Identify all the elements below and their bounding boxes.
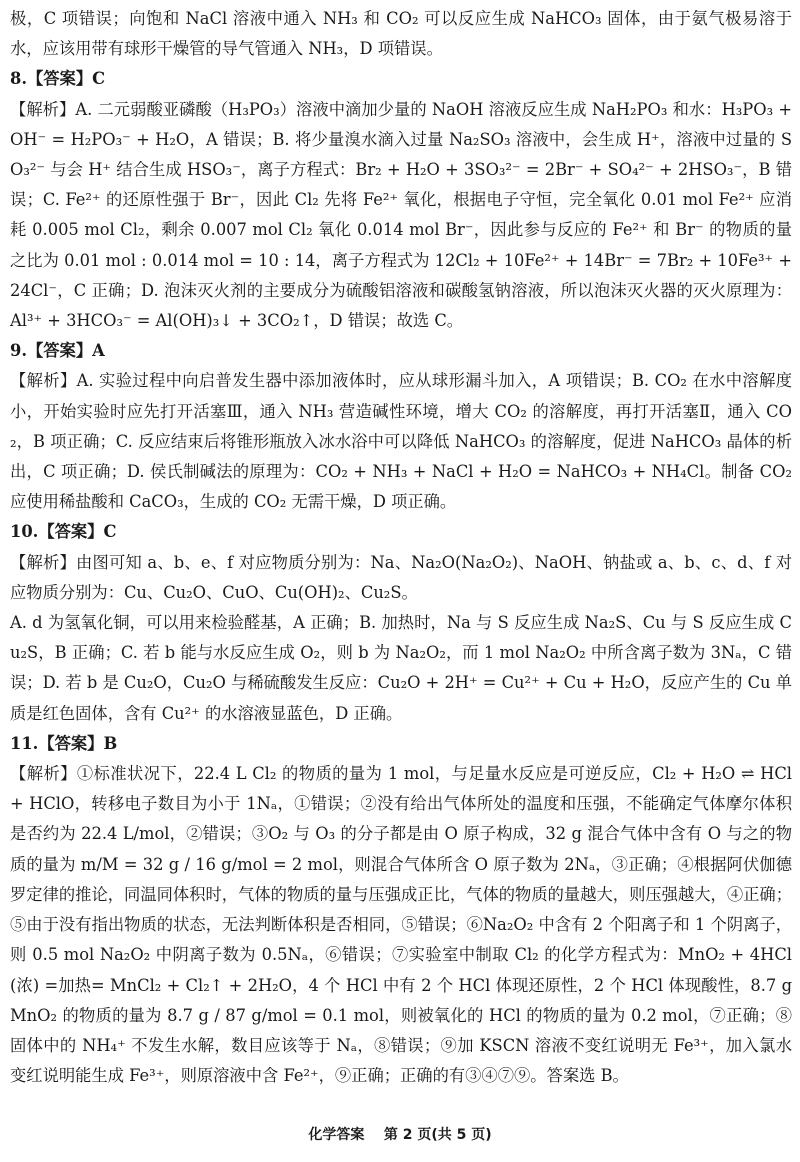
answer-11-heading: 11.【答案】B — [10, 733, 118, 753]
answer-content — [10, 4, 792, 1091]
page-footer — [0, 1124, 800, 1144]
paragraph-continuation: 极，C 项错误；向饱和 NaCl 溶液中通入 NH₃ 和 CO₂ 可以反应生成 NaHCO₃ 固体，由于氨气极易溶于水，应该用带有球形干燥管的导气管通入 NH₃，D 项错误。 — [10, 9, 792, 59]
footer-page-number: 第 2 页(共 5 页) — [383, 1127, 492, 1143]
answer-10-heading: 10.【答案】C — [10, 522, 117, 542]
analysis-11: 【解析】①标准状况下，22.4 L Cl₂ 的物质的量为 1 mol，与足量水反应是可逆反应，Cl₂ + H₂O ⇌ HCl + HClO，转移电子数目为小于 1Nₐ，①错误；②没有给出气体所处的温度和压强，不能确定气体摩尔体积是否约为 22.4 L/mol，②错误；③O₂ 与 O₃ 的分子都是由 O 原子构成，32 g 混合气体中含有 O 与之的物质的量为 m/M = 32 g / 16 g/mol = 2 mol，则混合气体所含 O 原子数为 2Nₐ，③正确；④根据阿伏伽德罗定律的推论，同温同体积时，气体的物质的量与压强成正比，气体的物质的量越大，则压强越大，④正确；⑤由于没有指出物质的状态，无法判断体积是否相同，⑤错误；⑥Na₂O₂ 中含有 2 个阳离子和 1 个阴离子，则 0.5 mol Na₂O₂ 中阴离子数为 0.5Nₐ，⑥错误；⑦实验室中制取 Cl₂ 的化学方程式为：MnO₂ + 4HCl(浓) =加热= MnCl₂ + Cl₂↑ + 2H₂O，4 个 HCl 中有 2 个 HCl 体现还原性，2 个 HCl 体现酸性，8.7 g MnO₂ 的物质的量为 8.7 g / 87 g/mol = 0.1 mol，则被氧化的 HCl 的物质的量为 0.2 mol，⑦正确；⑧固体中的 NH₄⁺ 不发生水解，数目应该等于 Nₐ，⑧错误；⑨加 KSCN 溶液不变红说明无 Fe³⁺，加入氯水变红说明能生成 Fe³⁺，则原溶液中含 Fe²⁺，⑨正确；正确的有③④⑦⑨。答案选 B。 — [10, 764, 792, 1086]
analysis-10-options: A. d 为氢氧化铜，可以用来检验醛基，A 正确；B. 加热时，Na 与 S 反应生成 Na₂S、Cu 与 S 反应生成 Cu₂S，B 正确；C. 若 b 能与水反应生成 O₂，则 b 为 Na₂O₂，而 1 mol Na₂O₂ 中所含离子数为 3Nₐ，C 错误；D. 若 b 是 Cu₂O，Cu₂O 与稀硫酸发生反应：Cu₂O + 2H⁺ = Cu²⁺ + Cu + H₂O，反应产生的 Cu 单质是红色固体，含有 Cu²⁺ 的水溶液显蓝色，D 正确。 — [10, 613, 792, 723]
answer-9-heading: 9.【答案】A — [10, 341, 105, 361]
analysis-8: 【解析】A. 二元弱酸亚磷酸（H₃PO₃）溶液中滴加少量的 NaOH 溶液反应生成 NaH₂PO₃ 和水：H₃PO₃ + OH⁻ = H₂PO₃⁻ + H₂O，A 错误；B. 将少量溴水滴入过量 Na₂SO₃ 溶液中，会生成 H⁺，溶液中过量的 SO₃²⁻ 与会 H⁺ 结合生成 HSO₃⁻，离子方程式：Br₂ + H₂O + 3SO₃²⁻ = 2Br⁻ + SO₄²⁻ + 2HSO₃⁻，B 错误；C. Fe²⁺ 的还原性强于 Br⁻，因此 Cl₂ 先将 Fe²⁺ 氧化，根据电子守恒，完全氧化 0.01 mol Fe²⁺ 应消耗 0.005 mol Cl₂，剩余 0.007 mol Cl₂ 氧化 0.014 mol Br⁻，因此参与反应的 Fe²⁺ 和 Br⁻ 的物质的量之比为 0.01 mol : 0.014 mol = 10 : 14，离子方程式为 12Cl₂ + 10Fe²⁺ + 14Br⁻ = 7Br₂ + 10Fe³⁺ + 24Cl⁻，C 正确；D. 泡沫灭火剂的主要成分为硫酸铝溶液和碳酸氢钠溶液，所以泡沫灭火器的灭火原理为：Al³⁺ + 3HCO₃⁻ = Al(OH)₃↓ + 3CO₂↑，D 错误；故选 C。 — [10, 99, 792, 331]
footer-subject: 化学答案 — [308, 1127, 365, 1143]
answer-8-heading: 8.【答案】C — [10, 69, 106, 89]
analysis-9: 【解析】A. 实验过程中向启普发生器中添加液体时，应从球形漏斗加入，A 项错误；B. CO₂ 在水中溶解度小，开始实验时应先打开活塞Ⅲ，通入 NH₃ 营造碱性环境，增大 CO₂ 的溶解度，再打开活塞Ⅱ，通入 CO₂，B 项正确；C. 反应结束后将锥形瓶放入冰水浴中可以降低 NaHCO₃ 的溶解度，促进 NaHCO₃ 晶体的析出，C 项正确；D. 侯氏制碱法的原理为：CO₂ + NH₃ + NaCl + H₂O = NaHCO₃ + NH₄Cl。制备 CO₂ 应使用稀盐酸和 CaCO₃，生成的 CO₂ 无需干燥，D 项正确。 — [10, 371, 792, 512]
analysis-10: 【解析】由图可知 a、b、e、f 对应物质分别为：Na、Na₂O(Na₂O₂)、NaOH、钠盐或 a、b、c、d、f 对应物质分别为：Cu、Cu₂O、CuO、Cu(OH)₂、Cu₂S。 — [10, 552, 792, 602]
